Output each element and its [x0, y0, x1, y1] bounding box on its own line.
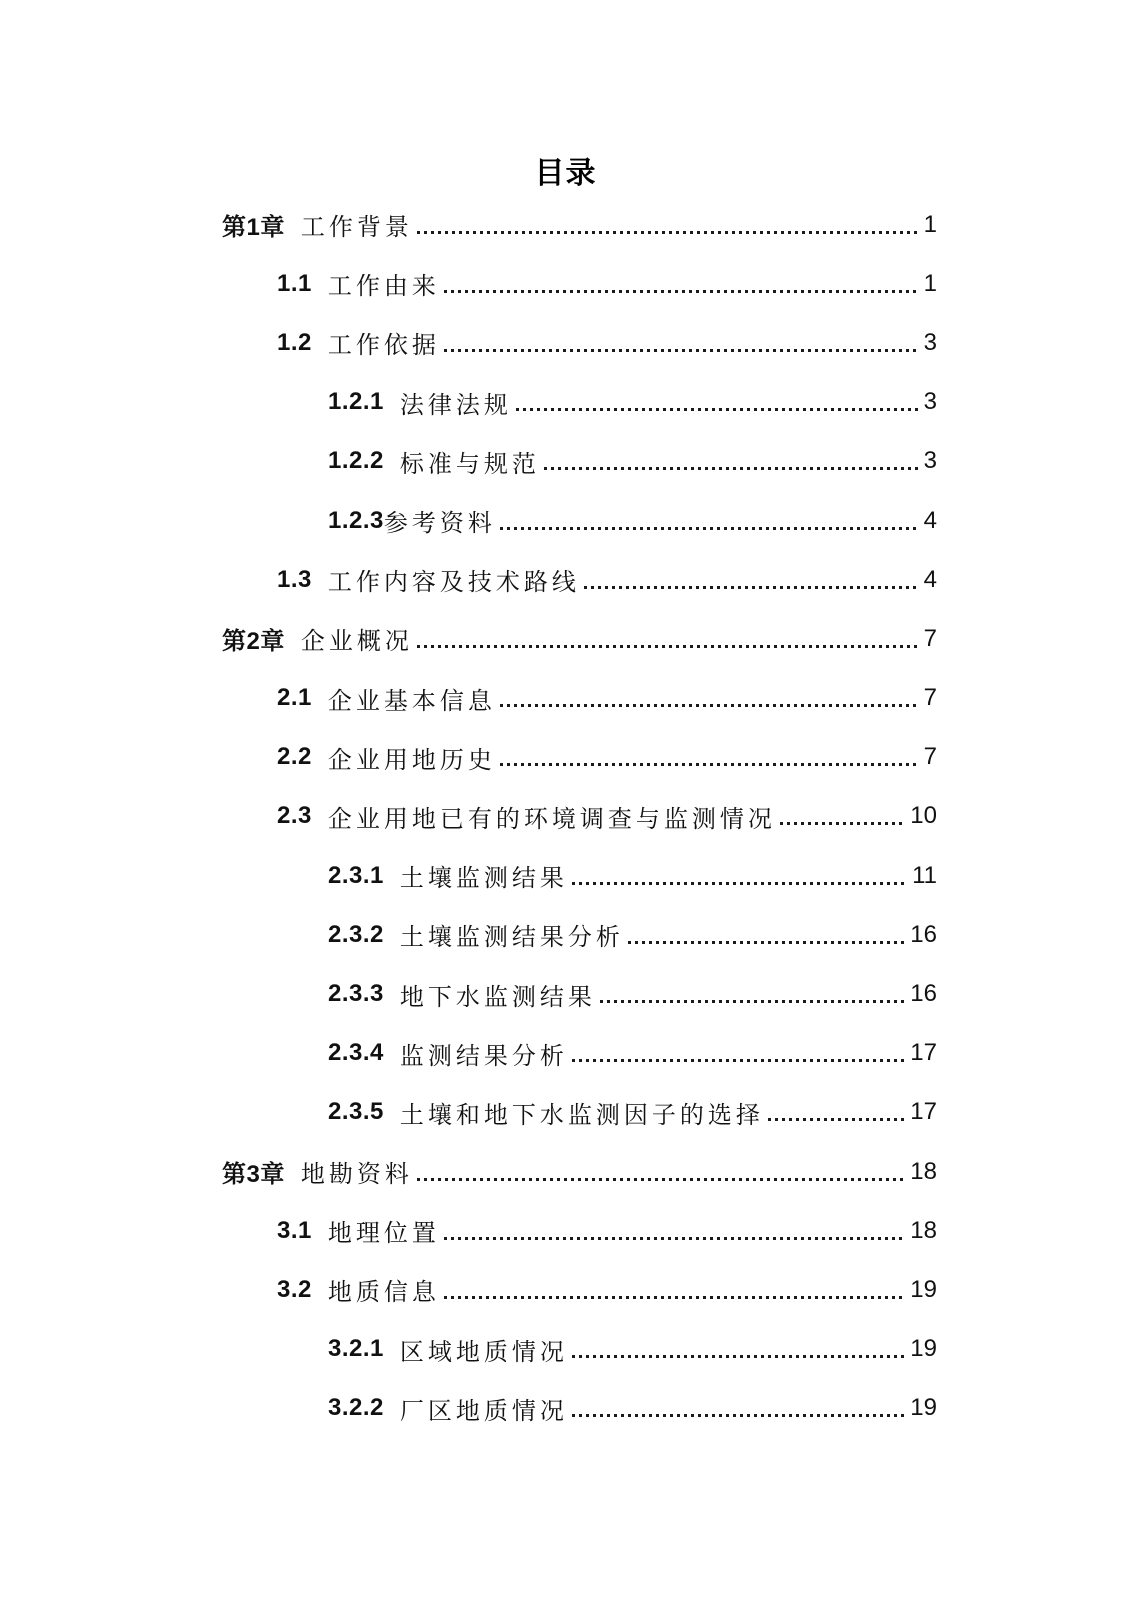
toc-entry-number: 2.3.1 [328, 861, 384, 889]
dot-leader-line [500, 512, 920, 530]
dot-leader-line [572, 1044, 906, 1062]
toc-entry-page: 19 [910, 1335, 937, 1363]
toc-entry-number: 3.2 [277, 1275, 312, 1303]
toc-entry-number: 1.3 [277, 565, 312, 593]
dot-leader-line [768, 1103, 906, 1121]
dot-leader-line [584, 571, 920, 589]
toc-entry-page: 1 [923, 269, 937, 297]
toc-entry[interactable] [222, 491, 937, 550]
toc-entry-label: 企业用地已有的环境调查与监测情况 [327, 805, 776, 833]
dot-leader-line [572, 1399, 906, 1417]
dot-leader-line [500, 689, 920, 707]
toc-entry[interactable] [222, 432, 937, 491]
toc-entry-page: 3 [923, 328, 937, 356]
toc-entry-label: 工作背景 [300, 214, 413, 242]
toc-entry[interactable] [222, 1083, 937, 1142]
toc-entry-number: 第1章 [222, 214, 285, 242]
dot-leader-line [516, 393, 920, 411]
toc-entry-page: 11 [912, 861, 937, 889]
toc-entry[interactable] [222, 964, 937, 1023]
toc-entry-label: 地勘资料 [300, 1161, 413, 1189]
toc-entry-label: 监测结果分析 [399, 1042, 568, 1070]
toc-entry-label: 工作内容及技术路线 [327, 569, 580, 597]
toc-entry-number: 2.3.2 [328, 920, 384, 948]
dot-leader-line [444, 275, 920, 293]
toc-entry-label: 土壤和地下水监测因子的选择 [399, 1101, 764, 1129]
dot-leader-line [544, 452, 920, 470]
toc-entry-page: 18 [910, 1157, 937, 1185]
toc-entry-number: 1.2.1 [328, 388, 384, 416]
toc-entry-number: 2.3.3 [328, 980, 384, 1008]
toc-entry[interactable] [222, 254, 937, 313]
toc-entry-label: 地质信息 [327, 1279, 440, 1307]
toc-entry[interactable] [222, 1024, 937, 1083]
dot-leader-line [444, 1281, 906, 1299]
toc-entry-label: 工作由来 [327, 273, 440, 301]
toc-entry-number: 2.3.5 [328, 1098, 384, 1126]
toc-entry-label: 企业基本信息 [327, 687, 496, 715]
toc-entry-label: 企业概况 [300, 628, 413, 656]
table-of-contents [222, 195, 937, 1438]
toc-entry-number: 2.1 [277, 684, 312, 712]
toc-entry-page: 10 [910, 802, 937, 830]
toc-entry-page: 17 [910, 1039, 937, 1067]
toc-entry[interactable] [222, 1320, 937, 1379]
toc-entry[interactable] [222, 1201, 937, 1260]
toc-entry-label: 参考资料 [383, 510, 496, 538]
toc-entry-number: 1.2 [277, 328, 312, 356]
toc-entry-label: 企业用地历史 [327, 746, 496, 774]
toc-entry[interactable] [222, 728, 937, 787]
toc-entry[interactable] [222, 550, 937, 609]
toc-entry[interactable] [222, 195, 937, 254]
dot-leader-line [417, 216, 920, 234]
toc-entry[interactable] [222, 787, 937, 846]
toc-entry-label: 土壤监测结果 [399, 865, 568, 893]
toc-entry[interactable] [222, 1142, 937, 1201]
toc-entry[interactable] [222, 905, 937, 964]
toc-entry-page: 3 [923, 447, 937, 475]
toc-entry-number: 3.2.2 [328, 1394, 384, 1422]
toc-entry[interactable] [222, 313, 937, 372]
dot-leader-line [444, 334, 920, 352]
toc-entry-page: 3 [923, 388, 937, 416]
dot-leader-line [628, 926, 906, 944]
toc-entry[interactable] [222, 373, 937, 432]
toc-entry-label: 厂区地质情况 [399, 1397, 568, 1425]
toc-entry-page: 7 [923, 624, 937, 652]
toc-entry-number: 1.2.2 [328, 447, 384, 475]
toc-entry-number: 1.2.3 [328, 506, 384, 534]
toc-entry-number: 3.2.1 [328, 1335, 384, 1363]
toc-entry-label: 法律法规 [399, 391, 512, 419]
toc-entry-page: 7 [923, 743, 937, 771]
dot-leader-line [500, 748, 920, 766]
toc-entry-page: 1 [923, 210, 937, 238]
toc-entry-label: 土壤监测结果分析 [399, 924, 624, 952]
toc-entry-label: 标准与规范 [399, 450, 540, 478]
toc-entry-page: 16 [910, 980, 937, 1008]
toc-entry-label: 工作依据 [327, 332, 440, 360]
dot-leader-line [417, 630, 920, 648]
toc-entry[interactable] [222, 609, 937, 668]
dot-leader-line [417, 1163, 906, 1181]
toc-entry-page: 4 [923, 506, 937, 534]
toc-entry[interactable] [222, 846, 937, 905]
toc-entry-number: 1.1 [277, 269, 312, 297]
toc-entry-number: 2.3 [277, 802, 312, 830]
toc-entry-number: 2.2 [277, 743, 312, 771]
toc-entry-page: 7 [923, 684, 937, 712]
dot-leader-line [600, 985, 906, 1003]
toc-entry[interactable] [222, 1260, 937, 1319]
toc-entry-number: 第2章 [222, 628, 285, 656]
toc-entry-page: 19 [910, 1394, 937, 1422]
toc-title: 目录 [534, 157, 597, 190]
toc-entry-page: 4 [923, 565, 937, 593]
dot-leader-line [780, 807, 906, 825]
dot-leader-line [572, 867, 908, 885]
toc-entry-label: 地下水监测结果 [399, 983, 596, 1011]
toc-entry-page: 19 [910, 1275, 937, 1303]
dot-leader-line [572, 1340, 906, 1358]
toc-entry-number: 第3章 [222, 1161, 285, 1189]
toc-entry-label: 区域地质情况 [399, 1338, 568, 1366]
toc-entry-number: 3.1 [277, 1216, 312, 1244]
toc-entry[interactable] [222, 669, 937, 728]
dot-leader-line [444, 1222, 906, 1240]
toc-entry-number: 2.3.4 [328, 1039, 384, 1067]
toc-entry[interactable] [222, 1379, 937, 1438]
toc-entry-page: 17 [910, 1098, 937, 1126]
toc-entry-page: 18 [910, 1216, 937, 1244]
toc-entry-label: 地理位置 [327, 1220, 440, 1248]
toc-entry-page: 16 [910, 920, 937, 948]
